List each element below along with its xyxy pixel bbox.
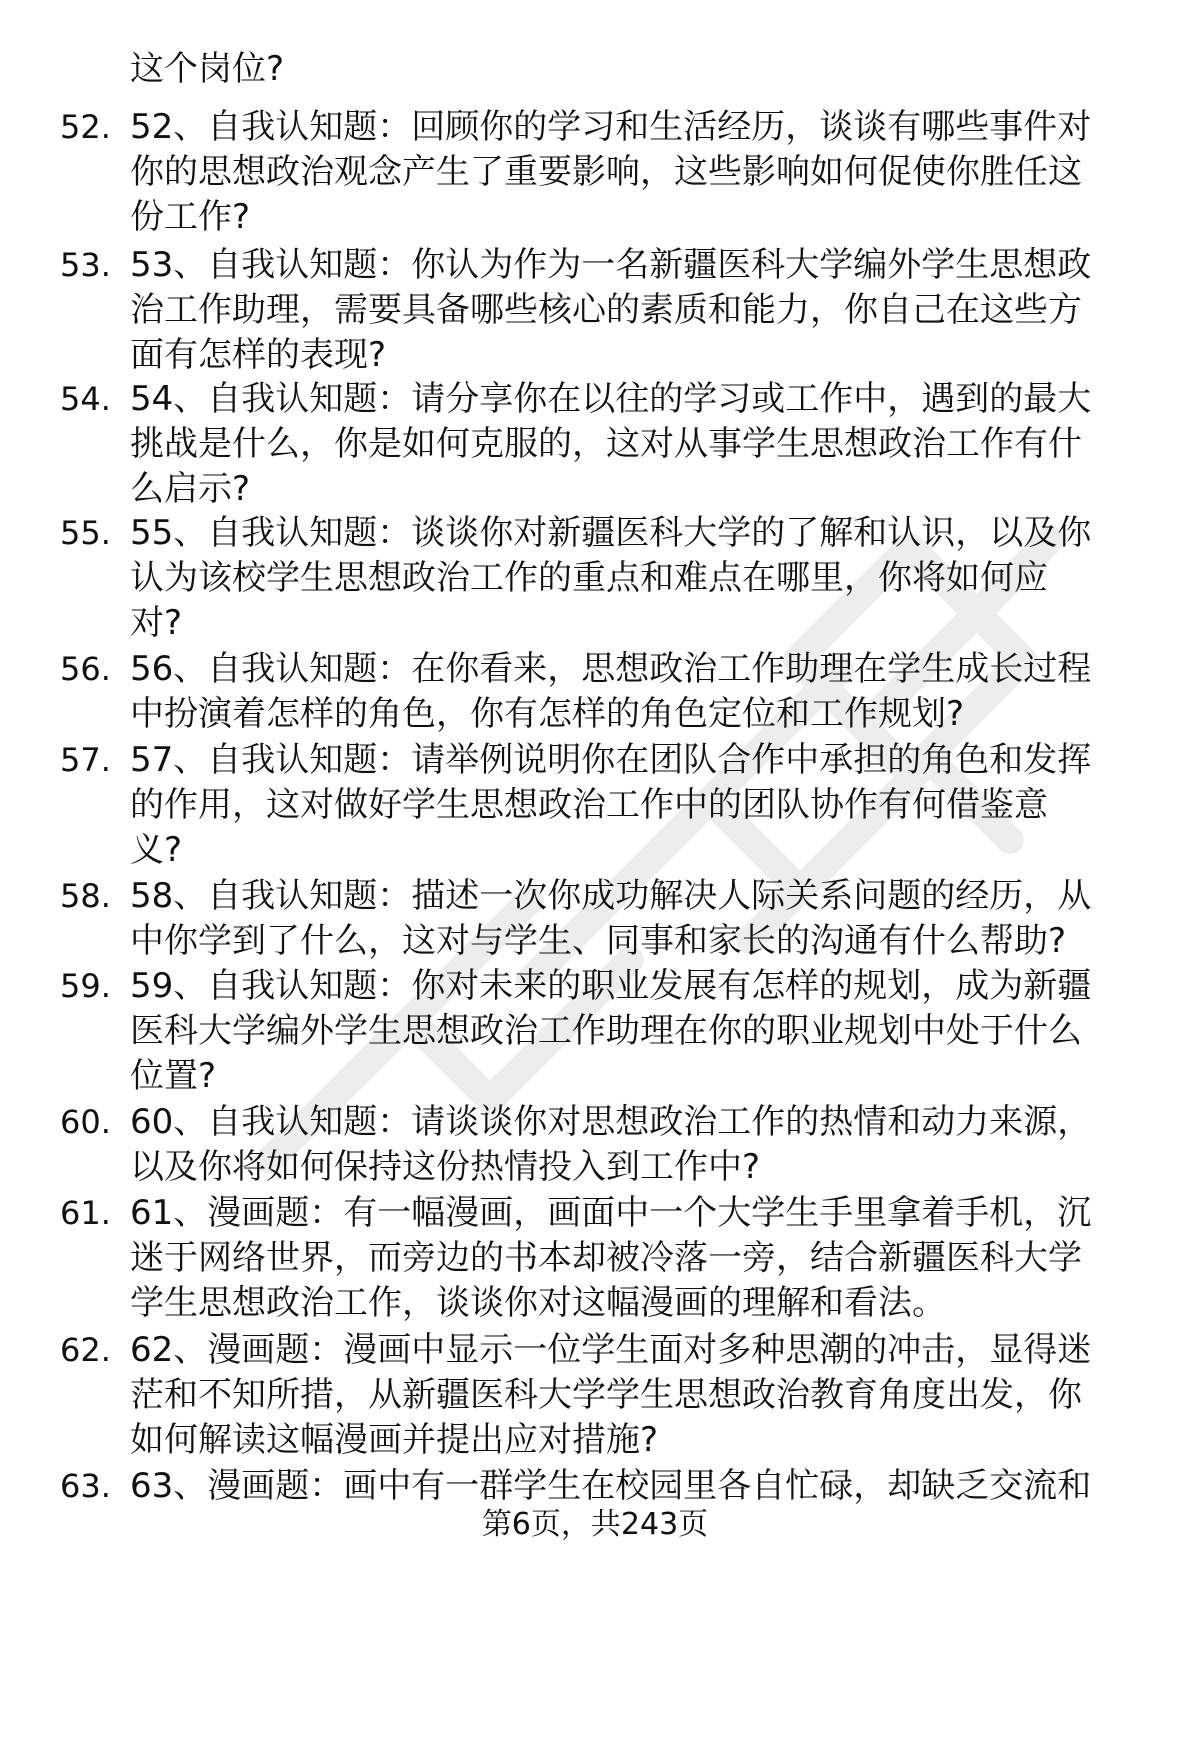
list-number: 63. bbox=[60, 1467, 111, 1505]
list-number: 62. bbox=[60, 1331, 111, 1369]
question-line: 位置? bbox=[130, 1056, 217, 1096]
question-line: 58、自我认知题：描述一次你成功解决人际关系问题的经历，从 bbox=[130, 876, 1092, 916]
list-number: 53. bbox=[60, 246, 111, 284]
question-line: 以及你将如何保持这份热情投入到工作中? bbox=[130, 1147, 761, 1187]
list-number: 55. bbox=[60, 514, 111, 552]
question-line: 中你学到了什么，这对与学生、同事和家长的沟通有什么帮助? bbox=[130, 921, 1067, 961]
list-number: 59. bbox=[60, 967, 111, 1005]
question-line: 57、自我认知题：请举例说明你在团队合作中承担的角色和发挥 bbox=[130, 740, 1092, 780]
page-footer: 第6页，共243页 bbox=[481, 1507, 709, 1542]
question-line: 义? bbox=[130, 830, 183, 870]
continuation-line: 这个岗位? bbox=[130, 49, 285, 89]
question-line: 学生思想政治工作，谈谈你对这幅漫画的理解和看法。 bbox=[130, 1283, 946, 1323]
question-line: 63、漫画题：画中有一群学生在校园里各自忙碌，却缺乏交流和 bbox=[130, 1466, 1092, 1506]
list-number: 56. bbox=[60, 650, 111, 688]
question-line: 你的思想政治观念产生了重要影响，这些影响如何促使你胜任这 bbox=[130, 152, 1082, 192]
question-line: 医科大学编外学生思想政治工作助理在你的职业规划中处于什么 bbox=[130, 1011, 1082, 1051]
question-line: 56、自我认知题：在你看来，思想政治工作助理在学生成长过程 bbox=[130, 649, 1092, 689]
question-line: 如何解读这幅漫画并提出应对措施? bbox=[130, 1420, 659, 1460]
question-line: 60、自我认知题：请谈谈你对思想政治工作的热情和动力来源， bbox=[130, 1102, 1092, 1142]
question-line: 认为该校学生思想政治工作的重点和难点在哪里，你将如何应 bbox=[130, 558, 1048, 598]
question-line: 的作用，这对做好学生思想政治工作中的团队协作有何借鉴意 bbox=[130, 785, 1048, 825]
question-line: 对? bbox=[130, 603, 183, 643]
list-number: 60. bbox=[60, 1103, 111, 1141]
question-line: 茫和不知所措，从新疆医科大学学生思想政治教育角度出发，你 bbox=[130, 1375, 1082, 1415]
question-line: 62、漫画题：漫画中显示一位学生面对多种思潮的冲击，显得迷 bbox=[130, 1330, 1092, 1370]
question-line: 54、自我认知题：请分享你在以往的学习或工作中，遇到的最大 bbox=[130, 379, 1092, 419]
question-line: 52、自我认知题：回顾你的学习和生活经历，谈谈有哪些事件对 bbox=[130, 107, 1092, 147]
question-line: 挑战是什么，你是如何克服的，这对从事学生思想政治工作有什 bbox=[130, 424, 1082, 464]
list-number: 61. bbox=[60, 1194, 111, 1232]
question-line: 治工作助理，需要具备哪些核心的素质和能力，你自己在这些方 bbox=[130, 290, 1082, 330]
list-number: 52. bbox=[60, 108, 111, 146]
question-line: 59、自我认知题：你对未来的职业发展有怎样的规划，成为新疆 bbox=[130, 966, 1092, 1006]
question-line: 迷于网络世界，而旁边的书本却被冷落一旁，结合新疆医科大学 bbox=[130, 1238, 1082, 1278]
question-line: 么启示? bbox=[130, 469, 251, 509]
list-number: 57. bbox=[60, 741, 111, 779]
question-line: 61、漫画题：有一幅漫画，画面中一个大学生手里拿着手机，沉 bbox=[130, 1193, 1092, 1233]
list-number: 58. bbox=[60, 877, 111, 915]
question-line: 份工作? bbox=[130, 197, 251, 237]
list-number: 54. bbox=[60, 380, 111, 418]
question-line: 53、自我认知题：你认为作为一名新疆医科大学编外学生思想政 bbox=[130, 245, 1092, 285]
question-line: 55、自我认知题：谈谈你对新疆医科大学的了解和认识，以及你 bbox=[130, 513, 1092, 553]
question-line: 面有怎样的表现? bbox=[130, 335, 387, 375]
question-line: 中扮演着怎样的角色，你有怎样的角色定位和工作规划? bbox=[130, 694, 965, 734]
